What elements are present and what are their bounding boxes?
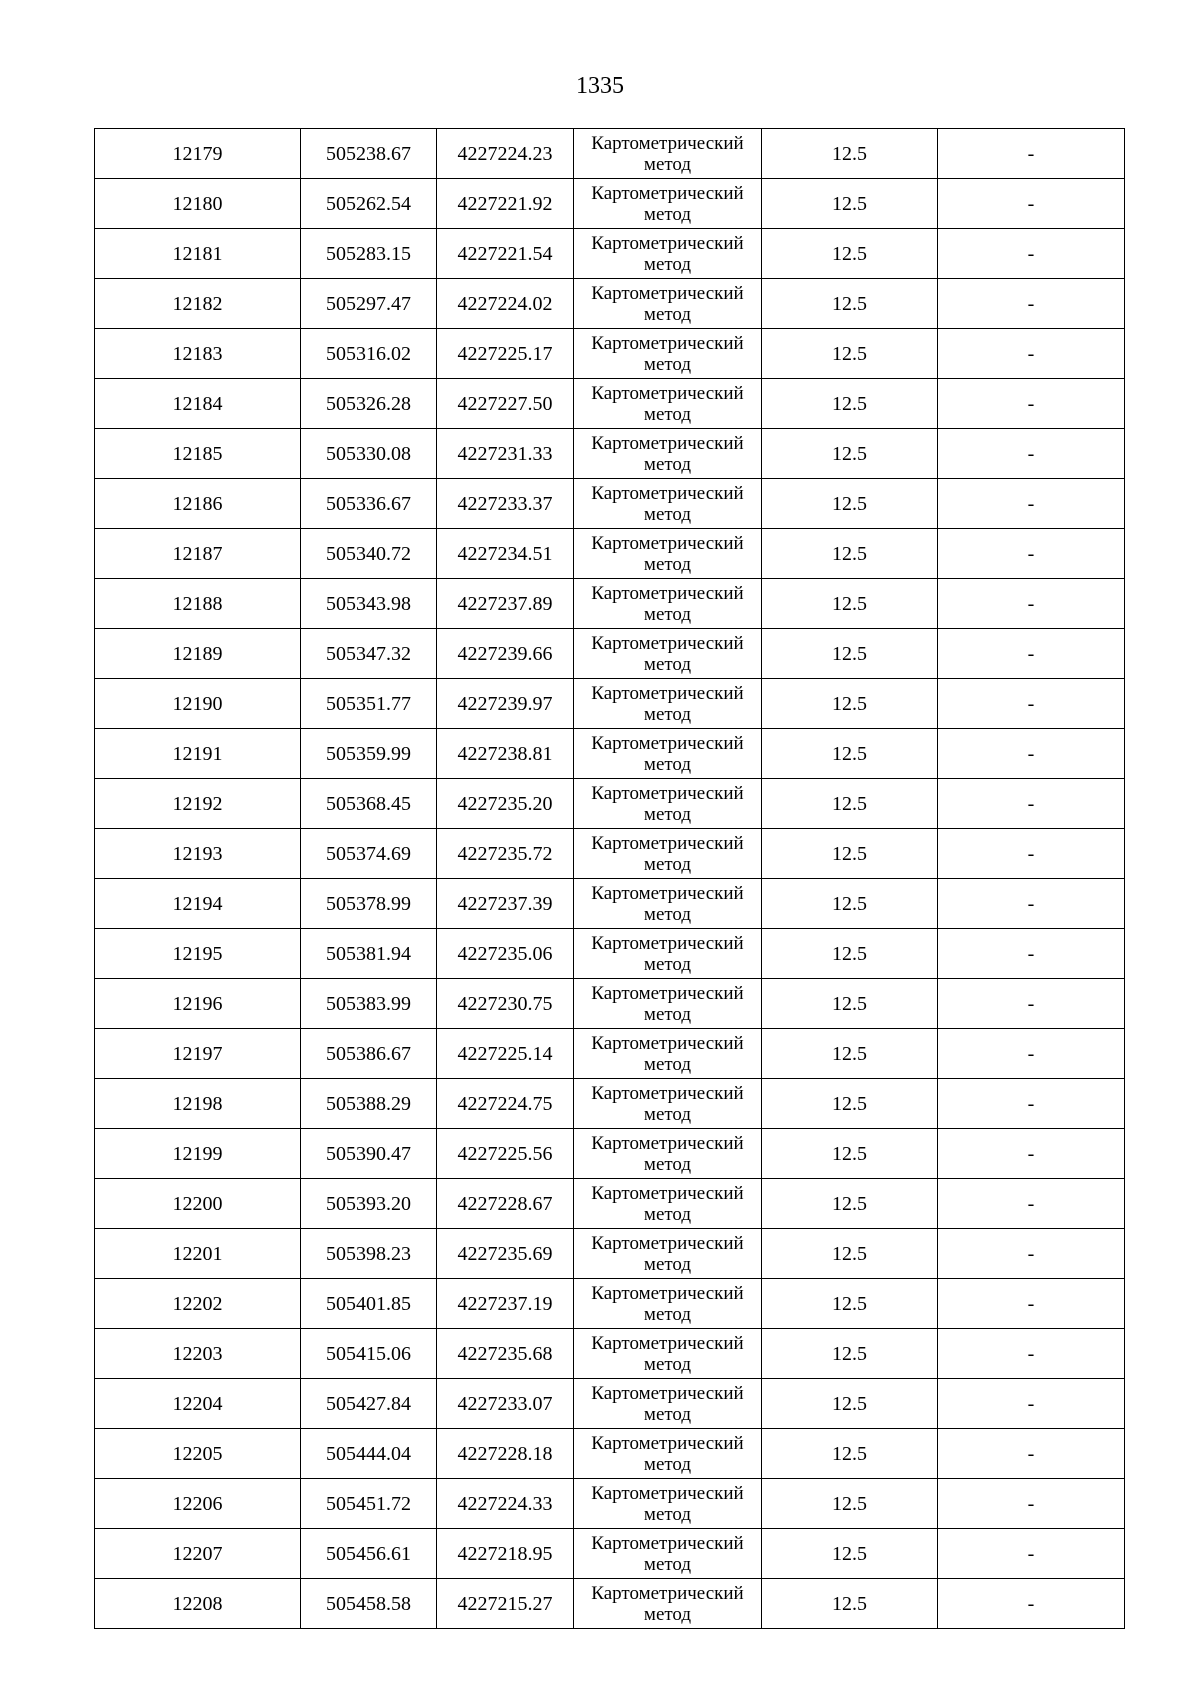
cell-note: - [938, 679, 1125, 729]
cell-point-id: 12194 [95, 879, 301, 929]
cell-note: - [938, 429, 1125, 479]
cell-method [574, 829, 762, 879]
method-line-2: метод [643, 253, 692, 275]
cell-note: - [938, 529, 1125, 579]
method-line-1: Картометрический [591, 882, 744, 904]
table-row [95, 329, 1125, 379]
cell-method [574, 379, 762, 429]
method-line-2: метод [643, 1603, 692, 1625]
cell-point-id: 12202 [95, 1279, 301, 1329]
cell-point-id: 12191 [95, 729, 301, 779]
cell-note: - [938, 329, 1125, 379]
method-line-2: метод [643, 853, 692, 875]
cell-y-coordinate: 4227224.23 [437, 129, 574, 179]
method-line-1: Картометрический [591, 932, 744, 954]
cell-x-coordinate: 505359.99 [301, 729, 437, 779]
cell-point-id: 12183 [95, 329, 301, 379]
cell-note: - [938, 879, 1125, 929]
cell-y-coordinate: 4227225.14 [437, 1029, 574, 1079]
cell-x-coordinate: 505386.67 [301, 1029, 437, 1079]
cell-point-id: 12181 [95, 229, 301, 279]
method-line-1: Картометрический [591, 132, 744, 154]
method-line-2: метод [643, 1403, 692, 1425]
cell-point-id: 12206 [95, 1479, 301, 1529]
table-row [95, 879, 1125, 929]
cell-accuracy: 12.5 [762, 1579, 938, 1629]
cell-accuracy: 12.5 [762, 479, 938, 529]
cell-note: - [938, 1079, 1125, 1129]
cell-x-coordinate: 505415.06 [301, 1329, 437, 1379]
method-line-1: Картометрический [591, 832, 744, 854]
method-line-2: метод [643, 1503, 692, 1525]
table-row [95, 729, 1125, 779]
cell-x-coordinate: 505381.94 [301, 929, 437, 979]
cell-y-coordinate: 4227224.75 [437, 1079, 574, 1129]
cell-note: - [938, 229, 1125, 279]
method-line-1: Картометрический [591, 482, 744, 504]
method-line-1: Картометрический [591, 1032, 744, 1054]
cell-note: - [938, 1579, 1125, 1629]
cell-x-coordinate: 505458.58 [301, 1579, 437, 1629]
cell-note: - [938, 1029, 1125, 1079]
cell-note: - [938, 1429, 1125, 1479]
cell-method [574, 1379, 762, 1429]
cell-x-coordinate: 505401.85 [301, 1279, 437, 1329]
method-line-1: Картометрический [591, 1432, 744, 1454]
cell-x-coordinate: 505388.29 [301, 1079, 437, 1129]
cell-y-coordinate: 4227233.07 [437, 1379, 574, 1429]
cell-accuracy: 12.5 [762, 779, 938, 829]
cell-point-id: 12188 [95, 579, 301, 629]
cell-point-id: 12179 [95, 129, 301, 179]
table-row [95, 629, 1125, 679]
method-line-2: метод [643, 503, 692, 525]
table-row [95, 829, 1125, 879]
cell-y-coordinate: 4227235.06 [437, 929, 574, 979]
cell-point-id: 12193 [95, 829, 301, 879]
cell-note: - [938, 1179, 1125, 1229]
cell-note: - [938, 479, 1125, 529]
cell-method [574, 729, 762, 779]
cell-note: - [938, 1279, 1125, 1329]
cell-accuracy: 12.5 [762, 729, 938, 779]
cell-note: - [938, 379, 1125, 429]
cell-accuracy: 12.5 [762, 1179, 938, 1229]
cell-x-coordinate: 505330.08 [301, 429, 437, 479]
cell-point-id: 12182 [95, 279, 301, 329]
cell-y-coordinate: 4227225.56 [437, 1129, 574, 1179]
cell-accuracy: 12.5 [762, 1029, 938, 1079]
cell-x-coordinate: 505347.32 [301, 629, 437, 679]
cell-y-coordinate: 4227231.33 [437, 429, 574, 479]
method-line-2: метод [643, 553, 692, 575]
cell-note: - [938, 1379, 1125, 1429]
table-row [95, 1479, 1125, 1529]
cell-method [574, 929, 762, 979]
coordinates-table-body [95, 129, 1125, 1629]
cell-note: - [938, 729, 1125, 779]
cell-method [574, 329, 762, 379]
method-line-1: Картометрический [591, 1082, 744, 1104]
cell-accuracy: 12.5 [762, 629, 938, 679]
cell-y-coordinate: 4227234.51 [437, 529, 574, 579]
cell-accuracy: 12.5 [762, 129, 938, 179]
cell-note: - [938, 129, 1125, 179]
cell-method [574, 429, 762, 479]
cell-y-coordinate: 4227221.92 [437, 179, 574, 229]
cell-point-id: 12185 [95, 429, 301, 479]
cell-x-coordinate: 505378.99 [301, 879, 437, 929]
method-line-1: Картометрический [591, 1532, 744, 1554]
method-line-2: метод [643, 903, 692, 925]
method-line-2: метод [643, 1053, 692, 1075]
cell-point-id: 12189 [95, 629, 301, 679]
cell-accuracy: 12.5 [762, 579, 938, 629]
method-line-2: метод [643, 1103, 692, 1125]
method-line-2: метод [643, 303, 692, 325]
method-line-2: метод [643, 703, 692, 725]
cell-y-coordinate: 4227237.39 [437, 879, 574, 929]
cell-method [574, 629, 762, 679]
cell-note: - [938, 279, 1125, 329]
method-line-1: Картометрический [591, 1132, 744, 1154]
method-line-2: метод [643, 403, 692, 425]
cell-note: - [938, 179, 1125, 229]
cell-method [574, 1179, 762, 1229]
cell-accuracy: 12.5 [762, 1429, 938, 1479]
method-line-1: Картометрический [591, 1382, 744, 1404]
method-line-1: Картометрический [591, 1282, 744, 1304]
cell-note: - [938, 629, 1125, 679]
method-line-2: метод [643, 953, 692, 975]
cell-point-id: 12192 [95, 779, 301, 829]
table-row [95, 479, 1125, 529]
cell-y-coordinate: 4227237.19 [437, 1279, 574, 1329]
cell-y-coordinate: 4227239.97 [437, 679, 574, 729]
cell-note: - [938, 579, 1125, 629]
cell-x-coordinate: 505340.72 [301, 529, 437, 579]
cell-method [574, 129, 762, 179]
cell-y-coordinate: 4227221.54 [437, 229, 574, 279]
cell-y-coordinate: 4227238.81 [437, 729, 574, 779]
cell-accuracy: 12.5 [762, 1229, 938, 1279]
method-line-1: Картометрический [591, 1182, 744, 1204]
table-row [95, 579, 1125, 629]
cell-accuracy: 12.5 [762, 1379, 938, 1429]
cell-x-coordinate: 505383.99 [301, 979, 437, 1029]
cell-point-id: 12200 [95, 1179, 301, 1229]
cell-y-coordinate: 4227228.67 [437, 1179, 574, 1229]
cell-method [574, 529, 762, 579]
cell-accuracy: 12.5 [762, 179, 938, 229]
table-row [95, 1229, 1125, 1279]
cell-point-id: 12199 [95, 1129, 301, 1179]
cell-method [574, 279, 762, 329]
cell-note: - [938, 1129, 1125, 1179]
cell-x-coordinate: 505238.67 [301, 129, 437, 179]
cell-x-coordinate: 505283.15 [301, 229, 437, 279]
cell-accuracy: 12.5 [762, 1529, 938, 1579]
cell-note: - [938, 1329, 1125, 1379]
cell-method [574, 1079, 762, 1129]
method-line-2: метод [643, 1353, 692, 1375]
method-line-2: метод [643, 203, 692, 225]
method-line-1: Картометрический [591, 282, 744, 304]
cell-x-coordinate: 505262.54 [301, 179, 437, 229]
table-row [95, 1579, 1125, 1629]
table-row [95, 1029, 1125, 1079]
cell-y-coordinate: 4227235.72 [437, 829, 574, 879]
table-row [95, 179, 1125, 229]
cell-x-coordinate: 505336.67 [301, 479, 437, 529]
table-row [95, 1129, 1125, 1179]
cell-method [574, 679, 762, 729]
table-row [95, 129, 1125, 179]
method-line-1: Картометрический [591, 1482, 744, 1504]
cell-method [574, 1029, 762, 1079]
cell-method [574, 479, 762, 529]
method-line-2: метод [643, 1303, 692, 1325]
cell-method [574, 1479, 762, 1529]
table-row [95, 1329, 1125, 1379]
coordinates-table [94, 128, 1125, 1629]
method-line-1: Картометрический [591, 382, 744, 404]
method-line-1: Картометрический [591, 182, 744, 204]
cell-y-coordinate: 4227237.89 [437, 579, 574, 629]
method-line-2: метод [643, 353, 692, 375]
table-row [95, 1379, 1125, 1429]
method-line-1: Картометрический [591, 582, 744, 604]
method-line-2: метод [643, 753, 692, 775]
cell-method [574, 1229, 762, 1279]
cell-accuracy: 12.5 [762, 429, 938, 479]
cell-point-id: 12195 [95, 929, 301, 979]
cell-point-id: 12208 [95, 1579, 301, 1629]
cell-accuracy: 12.5 [762, 979, 938, 1029]
table-row [95, 379, 1125, 429]
method-line-2: метод [643, 603, 692, 625]
cell-point-id: 12186 [95, 479, 301, 529]
table-row [95, 779, 1125, 829]
cell-method [574, 1529, 762, 1579]
cell-accuracy: 12.5 [762, 1129, 938, 1179]
cell-y-coordinate: 4227230.75 [437, 979, 574, 1029]
table-row [95, 1429, 1125, 1479]
cell-x-coordinate: 505398.23 [301, 1229, 437, 1279]
cell-method [574, 1429, 762, 1479]
cell-y-coordinate: 4227224.33 [437, 1479, 574, 1529]
cell-point-id: 12201 [95, 1229, 301, 1279]
method-line-1: Картометрический [591, 432, 744, 454]
method-line-1: Картометрический [591, 982, 744, 1004]
method-line-2: метод [643, 153, 692, 175]
cell-point-id: 12204 [95, 1379, 301, 1429]
cell-accuracy: 12.5 [762, 379, 938, 429]
cell-accuracy: 12.5 [762, 1329, 938, 1379]
method-line-1: Картометрический [591, 732, 744, 754]
table-row [95, 1079, 1125, 1129]
table-row [95, 979, 1125, 1029]
cell-y-coordinate: 4227228.18 [437, 1429, 574, 1479]
table-row [95, 929, 1125, 979]
cell-point-id: 12203 [95, 1329, 301, 1379]
cell-x-coordinate: 505368.45 [301, 779, 437, 829]
cell-x-coordinate: 505297.47 [301, 279, 437, 329]
cell-note: - [938, 929, 1125, 979]
cell-method [574, 1579, 762, 1629]
cell-accuracy: 12.5 [762, 829, 938, 879]
cell-note: - [938, 779, 1125, 829]
cell-x-coordinate: 505326.28 [301, 379, 437, 429]
cell-note: - [938, 1229, 1125, 1279]
table-row [95, 1179, 1125, 1229]
method-line-2: метод [643, 1003, 692, 1025]
table-row [95, 229, 1125, 279]
cell-method [574, 1329, 762, 1379]
method-line-1: Картометрический [591, 1332, 744, 1354]
cell-y-coordinate: 4227235.69 [437, 1229, 574, 1279]
cell-x-coordinate: 505444.04 [301, 1429, 437, 1479]
method-line-1: Картометрический [591, 682, 744, 704]
cell-point-id: 12180 [95, 179, 301, 229]
cell-y-coordinate: 4227235.68 [437, 1329, 574, 1379]
cell-x-coordinate: 505451.72 [301, 1479, 437, 1529]
cell-point-id: 12198 [95, 1079, 301, 1129]
cell-point-id: 12207 [95, 1529, 301, 1579]
cell-x-coordinate: 505393.20 [301, 1179, 437, 1229]
method-line-2: метод [643, 1553, 692, 1575]
method-line-1: Картометрический [591, 232, 744, 254]
cell-point-id: 12187 [95, 529, 301, 579]
cell-method [574, 779, 762, 829]
cell-y-coordinate: 4227225.17 [437, 329, 574, 379]
cell-accuracy: 12.5 [762, 529, 938, 579]
table-row [95, 1279, 1125, 1329]
table-row [95, 279, 1125, 329]
cell-point-id: 12205 [95, 1429, 301, 1479]
cell-method [574, 1129, 762, 1179]
cell-y-coordinate: 4227239.66 [437, 629, 574, 679]
page-number: 1335 [576, 73, 624, 99]
cell-note: - [938, 1479, 1125, 1529]
cell-accuracy: 12.5 [762, 679, 938, 729]
table-row [95, 529, 1125, 579]
table-row [95, 679, 1125, 729]
cell-method [574, 179, 762, 229]
cell-point-id: 12184 [95, 379, 301, 429]
cell-accuracy: 12.5 [762, 1279, 938, 1329]
method-line-1: Картометрический [591, 532, 744, 554]
method-line-1: Картометрический [591, 782, 744, 804]
cell-accuracy: 12.5 [762, 879, 938, 929]
cell-accuracy: 12.5 [762, 229, 938, 279]
method-line-1: Картометрический [591, 1582, 744, 1604]
method-line-1: Картометрический [591, 1232, 744, 1254]
cell-accuracy: 12.5 [762, 279, 938, 329]
cell-method [574, 879, 762, 929]
cell-x-coordinate: 505351.77 [301, 679, 437, 729]
cell-note: - [938, 1529, 1125, 1579]
cell-y-coordinate: 4227235.20 [437, 779, 574, 829]
cell-note: - [938, 979, 1125, 1029]
cell-accuracy: 12.5 [762, 929, 938, 979]
cell-x-coordinate: 505390.47 [301, 1129, 437, 1179]
method-line-2: метод [643, 1153, 692, 1175]
cell-point-id: 12196 [95, 979, 301, 1029]
method-line-1: Картометрический [591, 332, 744, 354]
cell-point-id: 12190 [95, 679, 301, 729]
cell-note: - [938, 829, 1125, 879]
cell-y-coordinate: 4227215.27 [437, 1579, 574, 1629]
method-line-2: метод [643, 803, 692, 825]
cell-x-coordinate: 505456.61 [301, 1529, 437, 1579]
cell-accuracy: 12.5 [762, 329, 938, 379]
cell-x-coordinate: 505343.98 [301, 579, 437, 629]
method-line-2: метод [643, 1453, 692, 1475]
cell-y-coordinate: 4227218.95 [437, 1529, 574, 1579]
cell-y-coordinate: 4227227.50 [437, 379, 574, 429]
cell-x-coordinate: 505374.69 [301, 829, 437, 879]
cell-method [574, 229, 762, 279]
method-line-2: метод [643, 653, 692, 675]
method-line-2: метод [643, 453, 692, 475]
method-line-2: метод [643, 1253, 692, 1275]
cell-method [574, 1279, 762, 1329]
cell-y-coordinate: 4227233.37 [437, 479, 574, 529]
method-line-1: Картометрический [591, 632, 744, 654]
cell-point-id: 12197 [95, 1029, 301, 1079]
cell-x-coordinate: 505427.84 [301, 1379, 437, 1429]
cell-accuracy: 12.5 [762, 1079, 938, 1129]
cell-accuracy: 12.5 [762, 1479, 938, 1529]
cell-x-coordinate: 505316.02 [301, 329, 437, 379]
cell-method [574, 979, 762, 1029]
cell-y-coordinate: 4227224.02 [437, 279, 574, 329]
method-line-2: метод [643, 1203, 692, 1225]
cell-method [574, 579, 762, 629]
table-row [95, 1529, 1125, 1579]
table-row [95, 429, 1125, 479]
